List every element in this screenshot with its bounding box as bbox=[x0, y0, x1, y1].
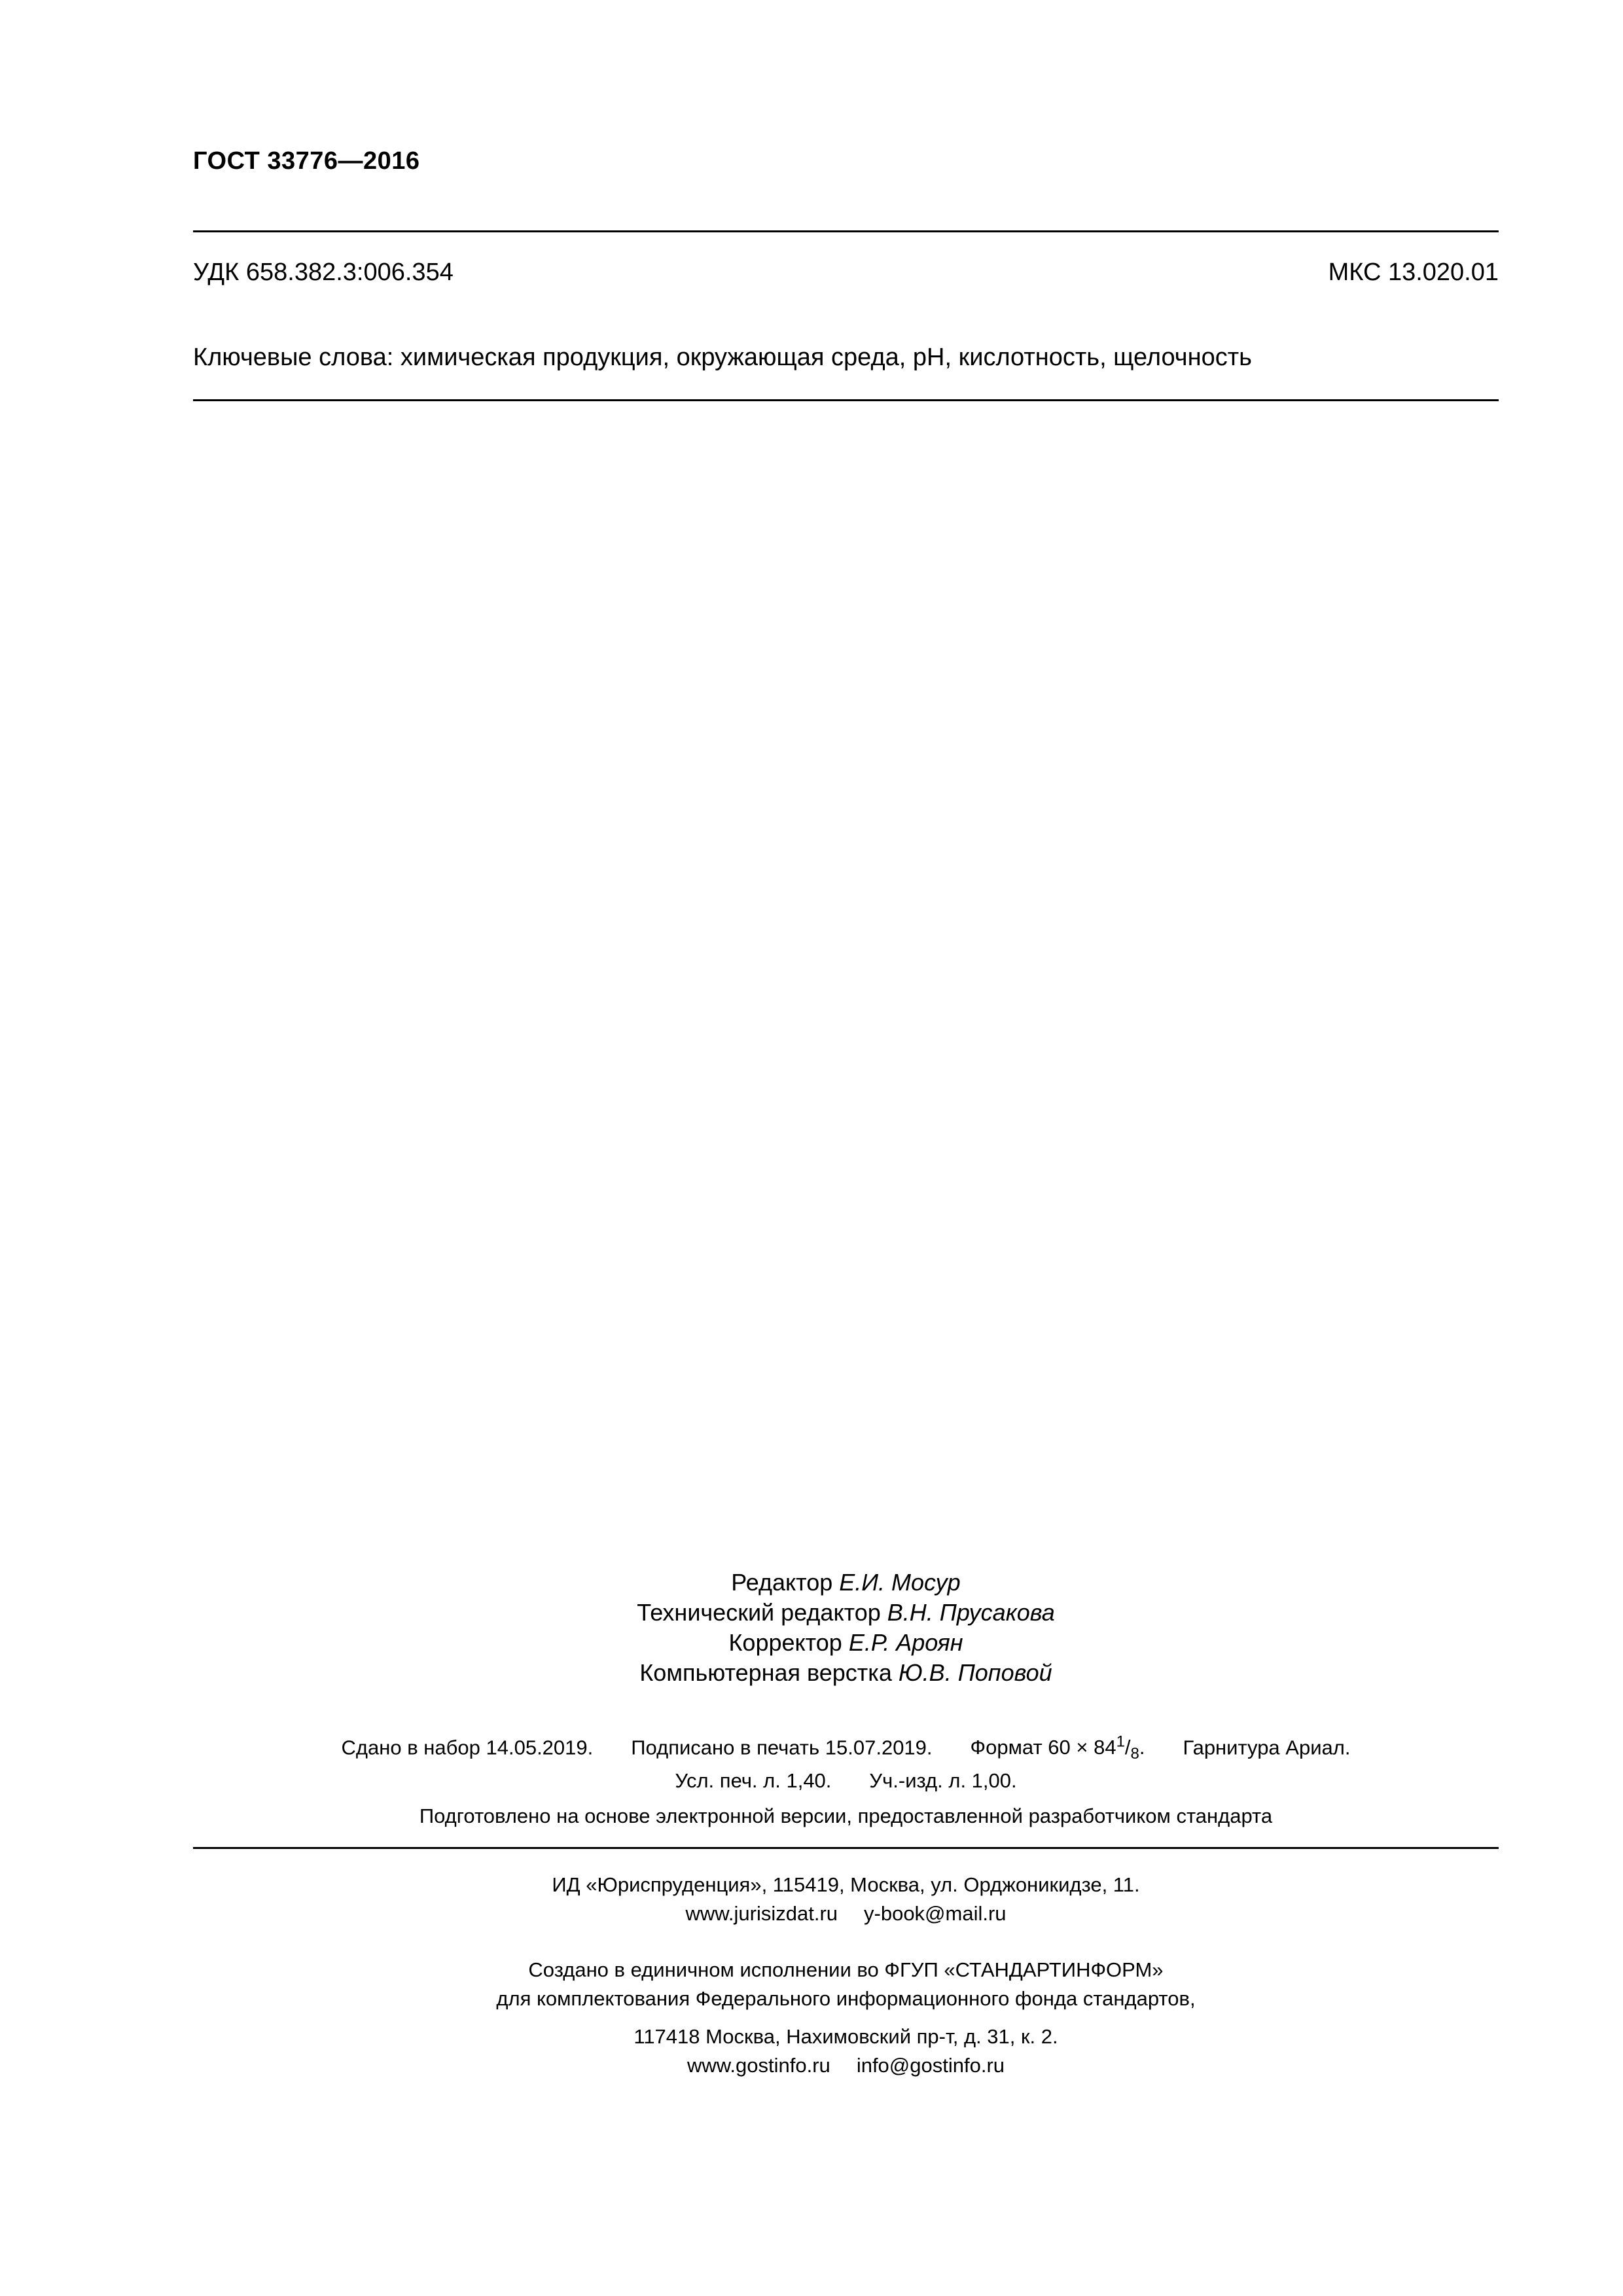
edition-sheets: Уч.-изд. л. 1,00. bbox=[869, 1768, 1017, 1792]
corrector-role: Корректор bbox=[728, 1629, 842, 1656]
print-info-line-1 bbox=[193, 1729, 1499, 1768]
signed-date: Подписано в печать 15.07.2019. bbox=[631, 1736, 933, 1759]
typeface: Гарнитура Ариал. bbox=[1183, 1736, 1351, 1759]
editor-role: Редактор bbox=[731, 1569, 833, 1596]
paper-format: Формат $60 \times 84^1/_8$. bbox=[970, 1733, 1145, 1763]
keywords-divider bbox=[193, 399, 1499, 401]
tech-editor-name: В.Н. Прусакова bbox=[887, 1599, 1055, 1626]
corrector-name: Е.Р. Ароян bbox=[848, 1629, 963, 1656]
standard-code: ГОСТ 33776—2016 bbox=[193, 147, 420, 175]
publisher-address: ИД «Юриспруденция», 115419, Москва, ул. Орджоникидзе, 11. bbox=[552, 1873, 1140, 1896]
keywords: Ключевые слова: химическая продукция, окружающая среда, pH, кислотность, щелочность bbox=[193, 344, 1252, 371]
layout-name: Ю.В. Поповой bbox=[898, 1659, 1052, 1686]
created-line-1: Создано в единичном исполнении во ФГУП «СТАНДАРТИНФОРМ» bbox=[528, 1958, 1164, 1981]
publisher-email: y-book@mail.ru bbox=[864, 1902, 1007, 1925]
tech-editor-line bbox=[193, 1598, 1499, 1628]
print-info bbox=[193, 1729, 1499, 1794]
print-sheets: Усл. печ. л. 1,40. bbox=[675, 1768, 832, 1792]
created-block bbox=[193, 1956, 1499, 2080]
mks-code: МКС 13.020.01 bbox=[1328, 259, 1499, 286]
created-contacts bbox=[193, 2051, 1499, 2080]
created-line-2: для комплектования Федерального информационного фонда стандартов, bbox=[496, 1987, 1196, 2010]
created-email: info@gostinfo.ru bbox=[856, 2054, 1005, 2077]
corrector-line bbox=[193, 1628, 1499, 1658]
bottom-divider bbox=[193, 1847, 1499, 1849]
prepared-note: Подготовлено на основе электронной версии, предоставленной разработчиком стандарта bbox=[419, 1804, 1273, 1827]
layout-line bbox=[193, 1658, 1499, 1688]
tech-editor-role: Технический редактор bbox=[637, 1599, 881, 1626]
publisher-block bbox=[193, 1871, 1499, 1928]
created-address: 117418 Москва, Нахимовский пр-т, д. 31, к. 2. bbox=[633, 2025, 1058, 2048]
print-info-line-2 bbox=[193, 1768, 1499, 1794]
created-website: www.gostinfo.ru bbox=[687, 2054, 830, 2077]
publisher-website: www.jurisizdat.ru bbox=[685, 1902, 838, 1925]
submitted-date: Сдано в набор 14.05.2019. bbox=[341, 1736, 594, 1759]
top-divider bbox=[193, 230, 1499, 232]
editor-name: Е.И. Мосур bbox=[839, 1569, 961, 1596]
publisher-contacts bbox=[193, 1899, 1499, 1928]
credits-block bbox=[193, 1568, 1499, 1688]
editor-line bbox=[193, 1568, 1499, 1598]
udk-code: УДК 658.382.3:006.354 bbox=[193, 259, 454, 286]
layout-role: Компьютерная верстка bbox=[639, 1659, 892, 1686]
